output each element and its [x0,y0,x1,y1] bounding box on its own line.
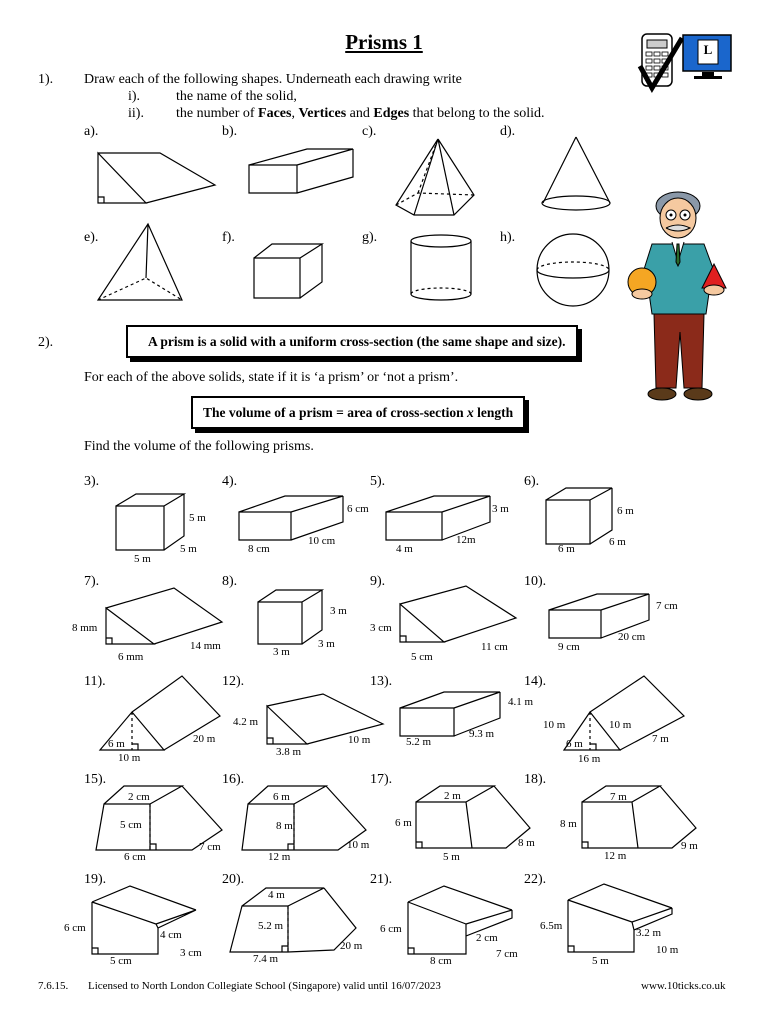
q2-instruction: For each of the above solids, state if it is ‘a prism’ or ‘not a prism’. [84,370,459,385]
teacher-cartoon-illustration [622,182,742,412]
q1-ii-sep: , [291,106,299,121]
q1-ii-edges: Edges [373,106,410,121]
p22-length-label: 10 m [656,944,679,956]
problem-number-20: 20). [222,872,245,887]
shape-label-g: g). [362,230,378,245]
p3-height-label: 5 m [189,512,206,524]
q1-ii-pre: the number of [176,106,259,121]
p10-length-label: 20 cm [618,631,646,643]
p22-step-label: 3.2 m [636,927,662,939]
q1-i-text: the name of the solid, [176,89,297,104]
formula-text-pre: The volume of a prism = area of cross-section [203,405,468,420]
p10-width-label: 9 cm [558,641,580,653]
p14-slant-right-label: 10 m [609,719,632,731]
p16-length-label: 10 m [347,839,370,851]
p14-length-label: 7 m [652,733,669,745]
p15-height-label: 5 cm [120,819,142,831]
p21-height-label: 6 cm [380,923,402,935]
p14-slant-left-label: 10 m [543,719,566,731]
p14-height-label: 6 m [566,738,583,750]
q1-i-number: i). [128,89,141,104]
p15-length-label: 7 cm [199,841,221,853]
p7-base-label: 6 mm [118,651,144,663]
p20-length-label: 20 m [340,940,363,952]
q1-intro: Draw each of the following shapes. Underneath each drawing write [84,72,462,87]
problem-number-4: 4). [222,474,238,489]
p11-height-label: 6 m [108,738,125,750]
level-badge: L [703,42,713,57]
p14-base-label: 16 m [578,753,601,765]
problem-number-10: 10). [524,574,547,589]
p18-top-label: 7 m [610,791,627,803]
q2-number: 2). [38,335,54,350]
p8-height-label: 3 m [330,605,347,617]
p19-length-label: 3 cm [180,947,202,959]
problem-number-12: 12). [222,674,245,689]
problem-number-7: 7). [84,574,100,589]
formula-text-post: length [473,405,514,420]
prism-definition-box: A prism is a solid with a uniform cross-section (the same shape and size). [126,325,578,358]
shape-label-h: h). [500,230,516,245]
footer-website-link[interactable]: www.10ticks.co.uk [641,980,726,992]
p13-width-label: 5.2 m [406,736,432,748]
problem-number-6: 6). [524,474,540,489]
p22-base-label: 5 m [592,955,609,967]
problem-number-13: 13). [370,674,393,689]
q1-ii-and: and [346,106,374,121]
find-volume-instruction: Find the volume of the following prisms. [84,439,314,454]
shape-label-e: e). [84,230,99,245]
p4-length-label: 10 cm [308,535,336,547]
shape-label-f: f). [222,230,235,245]
p11-length-label: 20 m [193,733,216,745]
p9-base-label: 5 cm [411,651,433,663]
p18-base-label: 12 m [604,850,627,862]
shape-b-cuboid [245,145,360,200]
q1-ii-text [176,106,545,122]
p12-base-label: 3.8 m [276,746,302,758]
problem-number-14: 14). [524,674,547,689]
p16-top-label: 6 m [273,791,290,803]
prism-21-lshape [404,884,519,958]
problem-number-3: 3). [84,474,100,489]
p20-height-label: 5.2 m [258,920,284,932]
p3-depth-label: 5 m [180,543,197,555]
problem-number-18: 18). [524,772,547,787]
p11-base-label: 10 m [118,752,141,764]
problem-number-8: 8). [222,574,238,589]
p9-height-label: 3 cm [370,622,392,634]
problem-number-9: 9). [370,574,386,589]
p16-height-label: 8 m [276,820,293,832]
formula-times: x [467,405,474,420]
p15-top-label: 2 cm [128,791,150,803]
p17-height-label: 6 m [395,817,412,829]
p21-step-label: 2 cm [476,932,498,944]
problem-number-19: 19). [84,872,107,887]
p17-top-label: 2 m [444,790,461,802]
p20-top-label: 4 m [268,889,285,901]
p18-height-label: 8 m [560,818,577,830]
p20-base-label: 7.4 m [253,953,279,965]
q1-number: 1). [38,72,54,87]
problem-number-17: 17). [370,772,393,787]
p22-height-label: 6.5m [540,920,563,932]
problem-number-22: 22). [524,872,547,887]
shape-label-c: c). [362,124,377,139]
shape-label-d: d). [500,124,516,139]
prism-3-cube [110,490,190,552]
p12-height-label: 4.2 m [233,716,259,728]
shape-a-triangular-prism [90,145,220,210]
p4-height-label: 6 cm [347,503,369,515]
p10-height-label: 7 cm [656,600,678,612]
p21-length-label: 7 cm [496,948,518,960]
p19-height-label: 6 cm [64,922,86,934]
shape-g-cylinder [408,232,478,304]
p15-base-label: 6 cm [124,851,146,863]
p12-length-label: 10 m [348,734,371,746]
p8-width-label: 3 m [273,646,290,658]
shape-label-b: b). [222,124,238,139]
p5-length-label: 12m [456,534,476,546]
p17-base-label: 5 m [443,851,460,863]
q1-ii-vertices: Vertices [298,106,347,121]
p9-length-label: 11 cm [481,641,508,653]
p13-length-label: 9.3 m [469,728,495,740]
calculator-icon [638,32,688,92]
problem-number-11: 11). [84,674,106,689]
page-title: Prisms 1 [345,30,423,54]
p8-depth-label: 3 m [318,638,335,650]
p7-height-label: 8 mm [72,622,98,634]
prism-7-triangular [102,586,227,648]
p21-base-label: 8 cm [430,955,452,967]
shape-c-pyramid [390,135,485,220]
shape-f-cube [250,240,330,302]
p6-height-label: 6 m [617,505,634,517]
volume-formula-box [191,396,525,429]
p5-height-label: 3 m [492,503,509,515]
p13-height-label: 4.1 m [508,696,534,708]
problem-number-5: 5). [370,474,386,489]
p19-step-label: 4 cm [160,929,182,941]
p16-base-label: 12 m [268,851,291,863]
problem-number-21: 21). [370,872,393,887]
footer-code: 7.6.15. [38,980,69,992]
p17-length-label: 8 m [518,837,535,849]
p6-depth-label: 6 m [609,536,626,548]
q1-ii-post: that belong to the solid. [409,106,545,121]
q1-ii-number: ii). [128,106,144,121]
footer-license: Licensed to North London Collegiate School (Singapore) valid until 16/07/2023 [88,980,441,992]
p5-width-label: 4 m [396,543,413,555]
prism-5-cuboid [382,492,497,544]
shape-label-a: a). [84,124,99,139]
p7-length-label: 14 mm [190,640,221,652]
q1-ii-faces: Faces [258,106,292,121]
p3-width-label: 5 m [134,553,151,565]
problem-number-15: 15). [84,772,107,787]
shape-e-tetrahedron [92,218,187,306]
p18-length-label: 9 m [681,840,698,852]
shape-h-sphere [535,232,615,308]
shape-d-cone [538,133,618,215]
p4-width-label: 8 cm [248,543,270,555]
p6-width-label: 6 m [558,543,575,555]
prism-9-triangular [396,584,521,646]
p19-base-label: 5 cm [110,955,132,967]
problem-number-16: 16). [222,772,245,787]
